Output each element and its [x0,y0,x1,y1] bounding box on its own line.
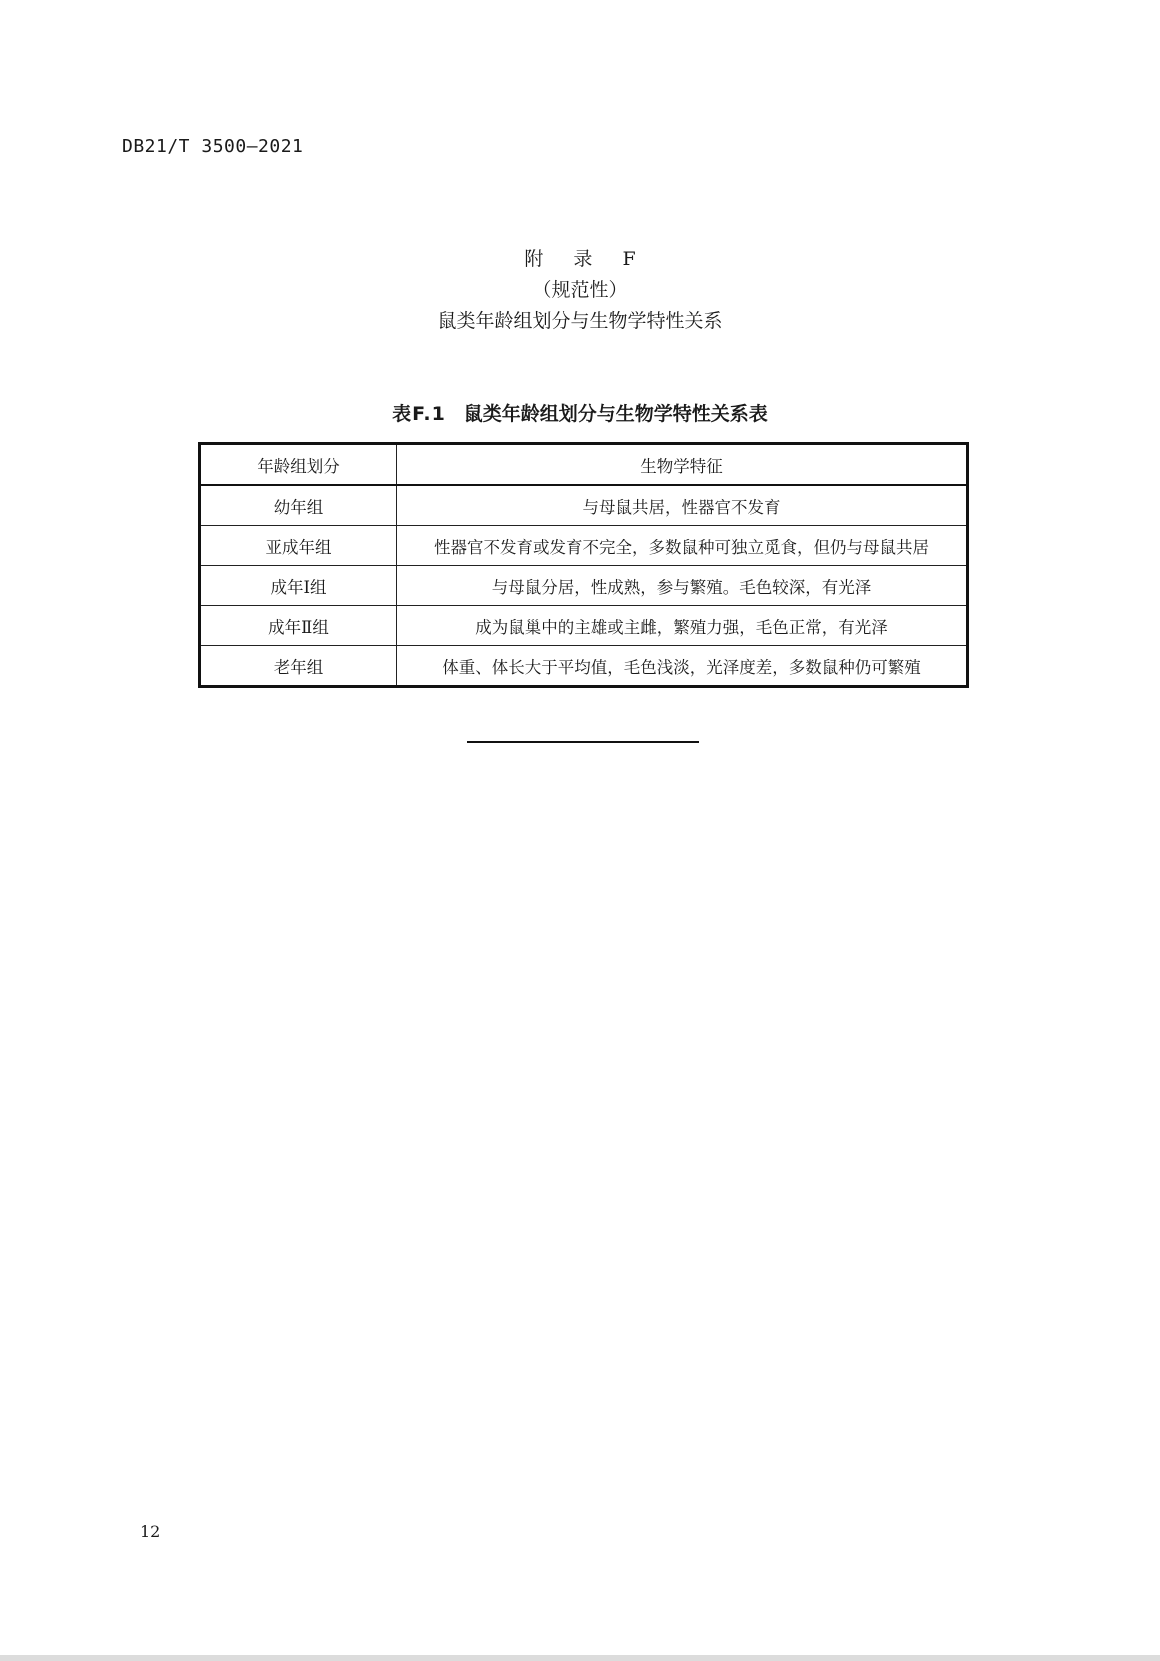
age-group-table [198,442,969,688]
end-divider [467,741,699,743]
table-header-row [200,444,968,486]
table-caption-title: 鼠类年龄组划分与生物学特性关系表 [463,403,768,425]
cell-features: 与母鼠分居，性成熟，参与繁殖。毛色较深，有光泽 [397,566,968,606]
page-bottom-edge [0,1655,1160,1661]
appendix-type: （规范性） [532,279,628,301]
table-row [200,606,968,646]
header-features: 生物学特征 [397,444,968,486]
appendix-title: 附 录 F [524,248,648,270]
cell-age-group: 幼年组 [200,485,397,526]
table-row [200,566,968,606]
cell-features: 体重、体长大于平均值，毛色浅淡，光泽度差，多数鼠种仍可繁殖 [397,646,968,687]
table-caption [0,399,1160,426]
table-row [200,485,968,526]
cell-features: 成为鼠巢中的主雄或主雌，繁殖力强，毛色正常，有光泽 [397,606,968,646]
table-row [200,526,968,566]
appendix-heading [0,244,1160,337]
page-number: 12 [140,1522,161,1541]
table-caption-number: 表F.1 [392,403,446,425]
cell-age-group: 成年Ⅱ组 [200,606,397,646]
header-age-group: 年龄组划分 [200,444,397,486]
cell-features: 与母鼠共居，性器官不发育 [397,485,968,526]
cell-features: 性器官不发育或发育不完全，多数鼠种可独立觅食，但仍与母鼠共居 [397,526,968,566]
cell-age-group: 成年Ⅰ组 [200,566,397,606]
table-row [200,646,968,687]
cell-age-group: 亚成年组 [200,526,397,566]
appendix-subject: 鼠类年龄组划分与生物学特性关系 [437,310,723,332]
document-code: DB21/T 3500—2021 [122,136,304,157]
cell-age-group: 老年组 [200,646,397,687]
